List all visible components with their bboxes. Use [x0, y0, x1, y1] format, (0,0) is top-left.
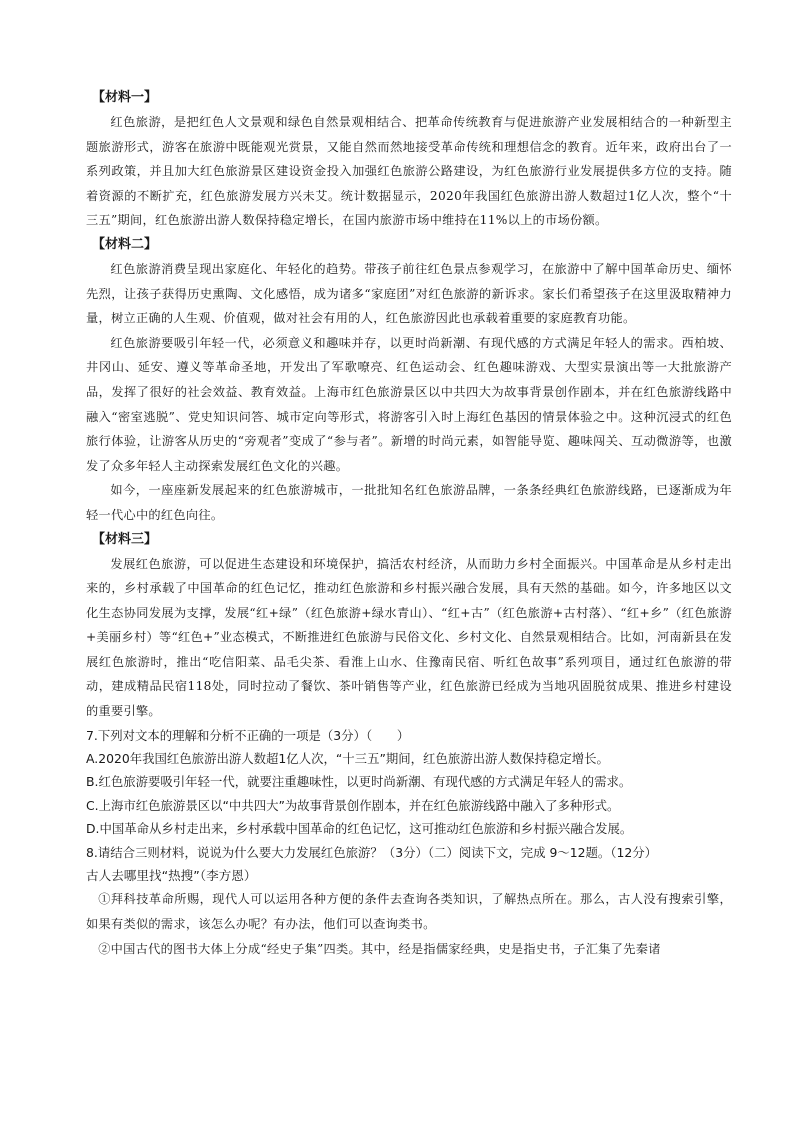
article-paragraph: ①拜科技革命所赐，现代人可以运用各种方便的条件去查询各类知识，了解热点所在。那么，古人没有搜索引擎，如果有类似的需求，该怎么办呢？有办法，他们可以查询类书。: [86, 892, 732, 932]
question-8-stem: 8.请结合三则材料，说说为什么要大力发展红色旅游？（3分）（二）阅读下文，完成 9～12题。（12分）: [86, 844, 658, 860]
material-3-section: [86, 528, 732, 724]
option-c: C.上海市红色旅游景区以“中共四大”为故事背景创作剧本，并在红色旅游线路中融入了多种形式。: [86, 797, 620, 813]
material-2-paragraph: 红色旅游要吸引年轻一代，必须意义和趣味并存，以更时尚新潮、有现代感的方式满足年轻人的需求。西柏坡、井冈山、延安、遵义等革命圣地，开发出了军歌嘹亮、红色运动会、红色趣味游戏、大型实景演出等一大批旅游产品，发挥了很好的社会效益、教育效益。上海市红色旅游景区以中共四大为故事背景创作剧本，并在红色旅游线路中融入“密室逃脱”、党史知识问答、城市定向等形式，将游客引入时上海红色基因的情景体验之中。这种沉浸式的红色旅行体验，让游客从历史的“旁观者”变成了“参与者”。新增的时尚元素，如智能导览、趣味闯关、互动微游等，也激发了众多年轻人主动探索发展红色文化的兴趣。: [86, 335, 732, 473]
page-content: [86, 86, 732, 962]
material-2-paragraph: 如今，一座座新发展起来的红色旅游城市，一批批知名红色旅游品牌，一条条经典红色旅游线路，已逐渐成为年轻一代心中的红色向往。: [86, 483, 732, 522]
option-d: D.中国革命从乡村走出来，乡村承载中国革命的红色记忆，这可推动红色旅游和乡村振兴融合发展。: [86, 821, 633, 837]
article-title: 古人去哪里找“热搜”（李方恩）: [86, 868, 257, 884]
material-3-paragraph: 发展红色旅游，可以促进生态建设和环境保护，搞活农村经济，从而助力乡村全面振兴。中国革命是从乡村走出来的，乡村承载了中国革命的红色记忆，推动红色旅游和乡村振兴融合发展，具有天然的基础。如今，许多地区以文化生态协同发展为支撑，发展“红+绿”（红色旅游+绿水青山）、“红+古”（红色旅游+古村落）、“红+乡”（红色旅游+美丽乡村）等“红色+”业态模式，不断推进红色旅游与民俗文化、乡村文化、自然景观相结合。比如，河南新县在发展红色旅游时，推出“吃信阳菜、品毛尖茶、看淮上山水、住豫南民宿、听红色故事”系列项目，通过红色旅游的带动，建成精品民宿118处，同时拉动了餐饮、茶叶销售等产业，红色旅游已经成为当地巩固脱贫成果、推进乡村建设的重要引擎。: [86, 556, 732, 719]
material-2-heading: 【材料二】: [92, 236, 158, 252]
material-1-paragraph: 红色旅游，是把红色人文景观和绿色自然景观相结合、把革命传统教育与促进旅游产业发展相结合的一种新型主题旅游形式，游客在旅游中既能观光赏景，又能自然而然地接受革命传统和理想信念的教育。近年来，政府出台了一系列政策，并且加大红色旅游景区建设资金投入加强红色旅游公路建设，为红色旅游行业发展提供多方位的支持。随着资源的不断扩充，红色旅游发展方兴未艾。统计数据显示，2020年我国红色旅游出游人数超过1亿人次，整个“十三五”期间，红色旅游出游人数保持稳定增长，在国内旅游市场中维持在11%以上的市场份额。: [86, 115, 732, 228]
question-7-stem: 7.下列对文本的理解和分析不正确的一项是（3分）（ ）: [86, 727, 410, 743]
article-paragraph: ②中国古代的图书大体上分成“经史子集”四类。其中，经是指儒家经典，史是指史书，子汇集了先秦诸: [98, 942, 661, 957]
reading-article: [86, 864, 732, 962]
question-7: [86, 724, 732, 841]
material-3-heading: 【材料三】: [92, 531, 158, 547]
material-1-heading: 【材料一】: [92, 90, 158, 105]
material-2-paragraph: 红色旅游消费呈现出家庭化、年轻化的趋势。带孩子前往红色景点参观学习，在旅游中了解中国革命历史、缅怀先烈，让孩子获得历史熏陶、文化感悟，成为诸多“家庭团”对红色旅游的新诉求。家长们希望孩子在这里汲取精神力量，树立正确的人生观、价值观，做对社会有用的人，红色旅游因此也承载着重要的家庭教育功能。: [86, 261, 732, 326]
material-2-section: [86, 233, 732, 528]
material-1-section: [86, 86, 732, 233]
option-a: A.2020年我国红色旅游出游人数超1亿人次，“十三五”期间，红色旅游出游人数保持稳定增长。: [86, 751, 609, 767]
option-b: B.红色旅游要吸引年轻一代，就要注重趣味性，以更时尚新潮、有现代感的方式满足年轻人的需求。: [86, 774, 632, 790]
question-8: [86, 841, 732, 864]
